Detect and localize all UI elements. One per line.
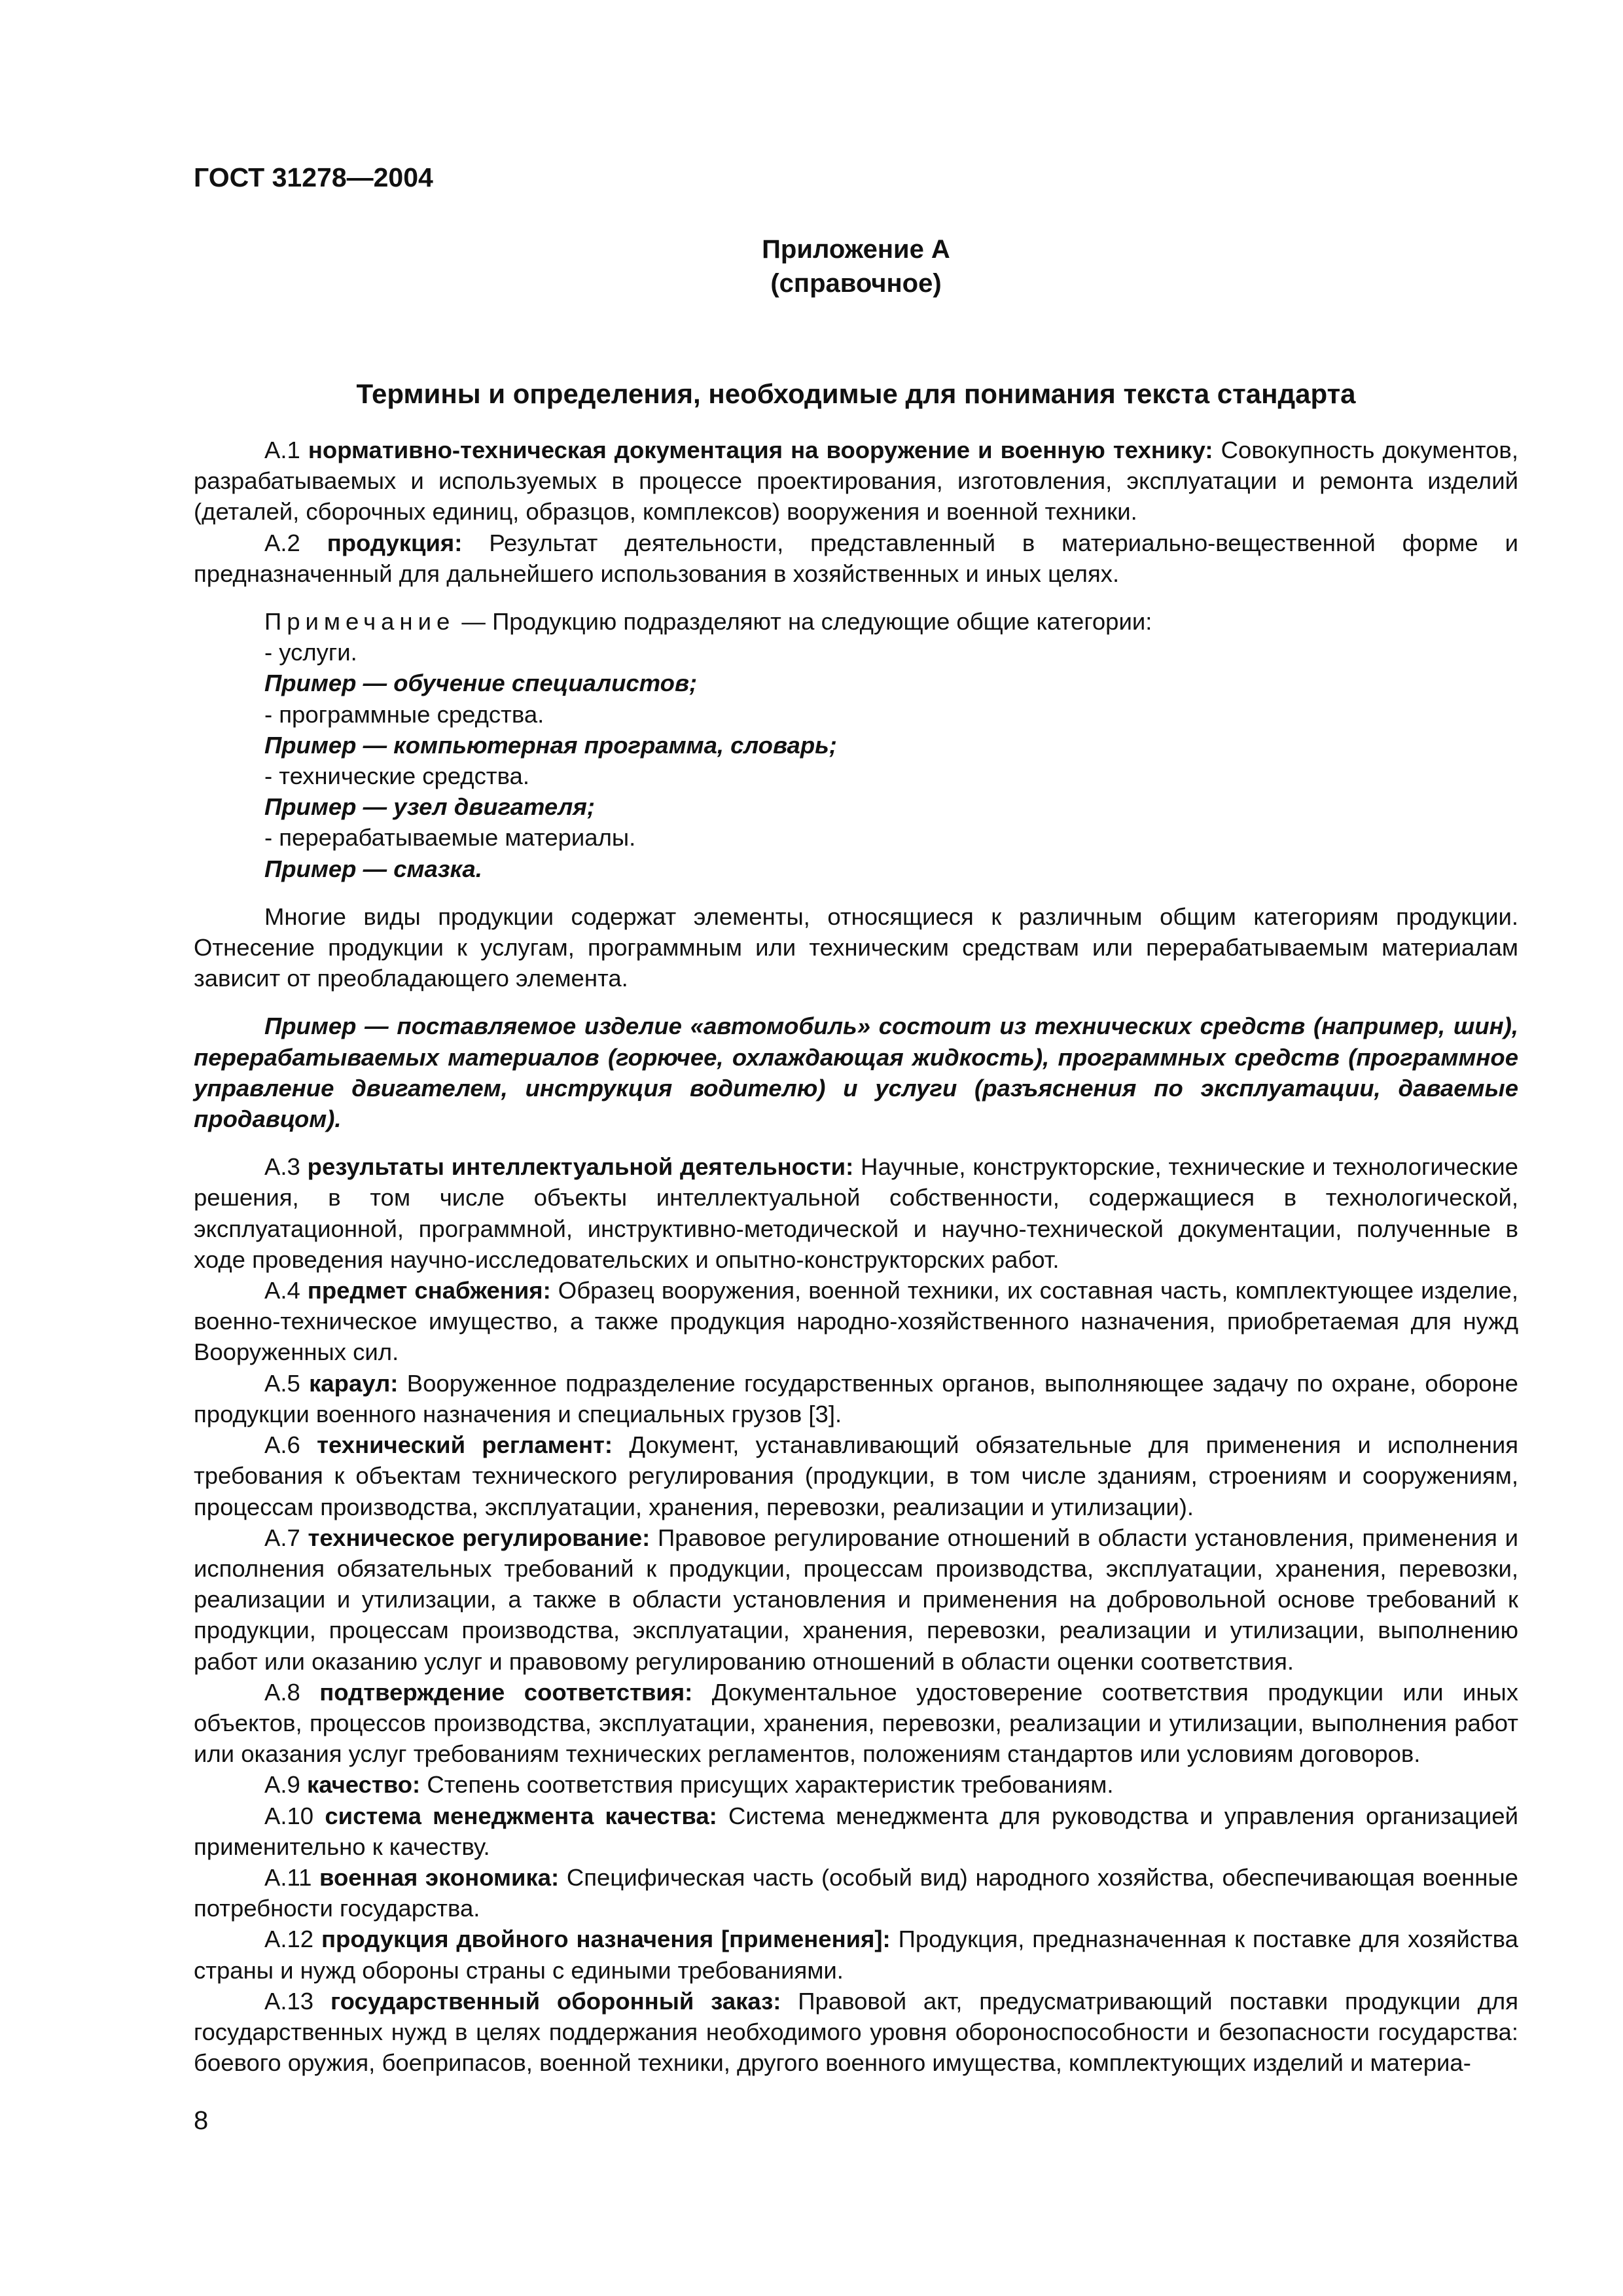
note-example: Пример — компьютерная программа, словарь; xyxy=(264,731,837,759)
term-definition: Документ, устанавливающий обязательные для применения и исполнения требования к объектам технического регулирования (продукции, в том числе зданиям, строениям и сооружениям, процессам производства, эксплуатации, хранения, перевозки, реализации и утилизации). xyxy=(194,1431,1518,1520)
term-number: А.3 xyxy=(264,1153,300,1181)
term-definition: Результат деятельности, представленный в материально-вещественной форме и предназначенный для дальнейшего использования в хозяйственных и иных целях. xyxy=(194,529,1518,587)
note-item: - программные средства. xyxy=(264,700,544,728)
document-number: ГОСТ 31278—2004 xyxy=(194,162,433,192)
term-number: А.12 xyxy=(264,1926,314,1953)
term-name: техническое регулирование: xyxy=(308,1524,651,1551)
term-number: А.5 xyxy=(264,1369,300,1397)
term-number: А.4 xyxy=(264,1277,300,1304)
term-name: технический регламент: xyxy=(317,1431,613,1459)
term-definition: Документальное удостоверение соответствия продукции или иных объектов, процессов производства, эксплуатации, хранения, перевозки, реализации и утилизации, выполнения работ или оказания услуг требованиям технических регламентов, положениям стандартов или условиям договоров. xyxy=(194,1678,1518,1768)
term-name: продукция: xyxy=(327,529,463,556)
term-definition: Продукция, предназначенная к поставке для хозяйства страны и нужд обороны страны с едиными требованиями. xyxy=(194,1926,1518,1984)
term-name: предмет снабжения: xyxy=(307,1277,551,1304)
term-paragraph xyxy=(194,1862,1518,1924)
term-definition: Система менеджмента для руководства и управления организацией применительно к качеству. xyxy=(194,1802,1518,1860)
note-item: - услуги. xyxy=(264,639,357,666)
note-text: — Продукцию подразделяют на следующие общие категории: xyxy=(461,608,1152,636)
term-number: А.8 xyxy=(264,1678,300,1706)
term-name: система менеджмента качества: xyxy=(325,1802,717,1829)
term-paragraph xyxy=(194,435,1518,528)
term-paragraph xyxy=(194,1522,1518,1677)
term-paragraph xyxy=(194,1986,1518,2079)
appendix-heading xyxy=(194,232,1518,300)
term-paragraph xyxy=(194,528,1518,589)
note-paragraph: Многие виды продукции содержат элементы, относящиеся к различным общим категориям продукции. Отнесение продукции к услугам, программным или техническим средствам или перерабатываемым материалам зависит от преобладающего элемента. xyxy=(194,903,1518,992)
term-definition: Вооруженное подразделение государственных органов, выполняющее задачу по охране, обороне продукции военного назначения и специальных грузов [3]. xyxy=(194,1369,1518,1427)
note-label: Примечание xyxy=(264,608,455,636)
note-block xyxy=(194,606,1518,884)
document-page xyxy=(194,0,1518,2296)
term-name: государственный оборонный заказ: xyxy=(330,1987,781,2015)
term-name: качество: xyxy=(306,1771,421,1799)
term-number: А.2 xyxy=(264,529,300,556)
term-definition: Специфическая часть (особый вид) народного хозяйства, обеспечивающая военные потребности государства. xyxy=(194,1863,1518,1922)
term-paragraph xyxy=(194,1769,1518,1800)
term-name: результаты интеллектуальной деятельности: xyxy=(307,1153,854,1181)
body-text xyxy=(194,435,1518,2078)
term-paragraph xyxy=(194,1429,1518,1522)
term-number: А.7 xyxy=(264,1524,300,1551)
term-number: А.13 xyxy=(264,1987,314,2015)
term-paragraph xyxy=(194,1677,1518,1770)
term-number: А.11 xyxy=(264,1863,312,1891)
note-example: Пример — смазка. xyxy=(264,855,482,882)
note-item: - технические средства. xyxy=(264,762,529,790)
appendix-status: (справочное) xyxy=(770,269,942,298)
term-paragraph xyxy=(194,1275,1518,1368)
term-paragraph xyxy=(194,1924,1518,1985)
term-paragraph xyxy=(194,1801,1518,1862)
term-name: нормативно-техническая документация на вооружение и военную технику: xyxy=(308,437,1213,463)
term-name: военная экономика: xyxy=(319,1863,560,1891)
term-definition: Степень соответствия присущих характеристик требованиям. xyxy=(427,1771,1114,1799)
term-definition: Правовое регулирование отношений в области установления, применения и исполнения обязательных требований к продукции, процессам производства, эксплуатации, хранения, перевозки, реализации и утилизации, а также в области установления и применения на добровольной основе требований к продукции, процессам производства, эксплуатации, хранения, перевозки, реализации и утилизации, выполнению работ или оказанию услуг и правовому регулированию отношений в области оценки соответствия. xyxy=(194,1524,1518,1675)
term-number: А.1 xyxy=(264,437,300,463)
note-example: Пример — обучение специалистов; xyxy=(264,670,698,697)
term-number: А.9 xyxy=(264,1771,300,1799)
term-definition: Совокупность документов, разрабатываемых и используемых в процессе проектирования, изготовления, эксплуатации и ремонта изделий (деталей, сборочных единиц, образцов, комплексов) вооружения и военной техники. xyxy=(194,437,1518,526)
section-title: Термины и определения, необходимые для понимания текста стандарта xyxy=(356,378,1356,409)
note-heading xyxy=(264,606,1518,637)
term-name: караул: xyxy=(309,1369,399,1397)
term-paragraph xyxy=(194,1368,1518,1429)
term-number: А.6 xyxy=(264,1431,300,1459)
term-name: продукция двойного назначения [применения]: xyxy=(321,1926,891,1953)
term-name: подтверждение соответствия: xyxy=(319,1678,693,1706)
page-number: 8 xyxy=(194,2106,209,2135)
appendix-label: Приложение А xyxy=(762,235,950,264)
note-example: Пример — узел двигателя; xyxy=(264,793,595,821)
example-paragraph: Пример — поставляемое изделие «автомобиль» состоит из технических средств (например, шин), перерабатываемых материалов (горючее, охлаждающая жидкость), программных средств (программное управление двигателем, инструкция водителю) и услуги (разъяснения по эксплуатации, даваемые продавцом). xyxy=(194,1013,1518,1133)
note-item: - перерабатываемые материалы. xyxy=(264,824,636,852)
term-definition: Научные, конструкторские, технические и технологические решения, в том числе объекты интеллектуальной собственности, содержащиеся в технологической, эксплуатационной, программной, инструктивно-методической и научно-технической документации, полученные в ходе проведения научно-исследовательских и опытно-конструкторских работ. xyxy=(194,1153,1518,1273)
term-number: А.10 xyxy=(264,1802,314,1829)
term-definition: Образец вооружения, военной техники, их составная часть, комплектующее изделие, военно-техническое имущество, а также продукция народно-хозяйственного назначения, приобретаемая для нужд Вооруженных сил. xyxy=(194,1277,1518,1366)
term-paragraph xyxy=(194,1151,1518,1275)
term-definition: Правовой акт, предусматривающий поставки продукции для государственных нужд в целях поддержания необходимого уровня обороноспособности и безопасности государства: боевого оружия, боеприпасов, военной техники, другого военного имущества, комплектующих изделий и материа- xyxy=(194,1987,1518,2077)
